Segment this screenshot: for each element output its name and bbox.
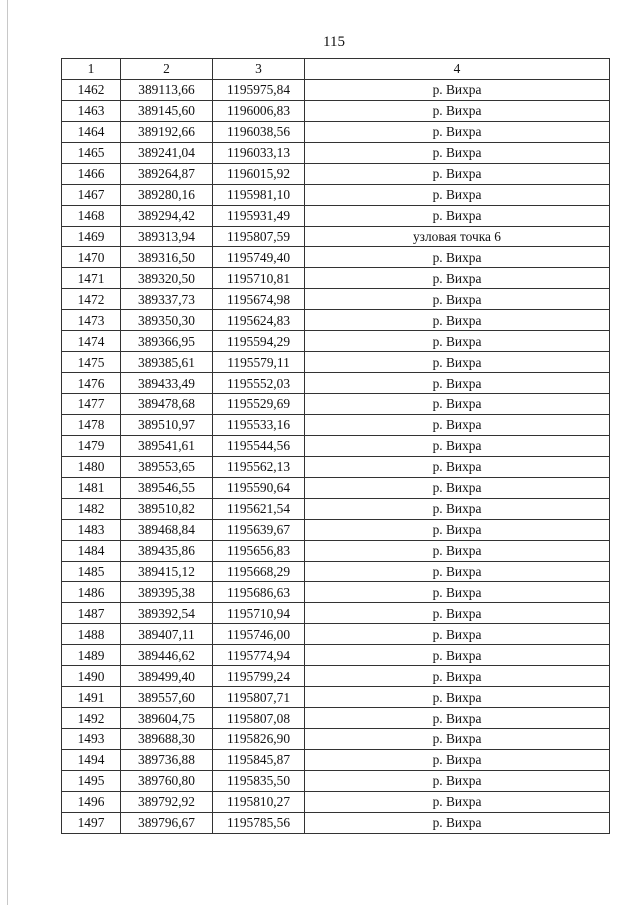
cell-description: р. Вихра	[305, 331, 610, 352]
cell-point-number: 1479	[62, 435, 121, 456]
cell-description: р. Вихра	[305, 812, 610, 833]
cell-x-coordinate: 389541,61	[121, 435, 213, 456]
cell-x-coordinate: 389350,30	[121, 310, 213, 331]
cell-y-coordinate: 1195807,59	[213, 226, 305, 247]
cell-point-number: 1478	[62, 414, 121, 435]
cell-y-coordinate: 1195544,56	[213, 435, 305, 456]
cell-x-coordinate: 389294,42	[121, 205, 213, 226]
table-row	[62, 414, 610, 435]
cell-description: р. Вихра	[305, 624, 610, 645]
cell-description: р. Вихра	[305, 791, 610, 812]
table-row	[62, 812, 610, 833]
cell-point-number: 1484	[62, 540, 121, 561]
page-number: 115	[323, 34, 345, 50]
cell-x-coordinate: 389192,66	[121, 121, 213, 142]
cell-point-number: 1492	[62, 708, 121, 729]
cell-point-number: 1471	[62, 268, 121, 289]
cell-description: р. Вихра	[305, 456, 610, 477]
cell-y-coordinate: 1195552,03	[213, 373, 305, 394]
cell-x-coordinate: 389392,54	[121, 603, 213, 624]
cell-x-coordinate: 389316,50	[121, 247, 213, 268]
cell-y-coordinate: 1195810,27	[213, 791, 305, 812]
cell-description: р. Вихра	[305, 205, 610, 226]
table-row	[62, 79, 610, 100]
cell-description: р. Вихра	[305, 666, 610, 687]
cell-x-coordinate: 389113,66	[121, 79, 213, 100]
cell-y-coordinate: 1195710,81	[213, 268, 305, 289]
cell-description: р. Вихра	[305, 100, 610, 121]
cell-description: р. Вихра	[305, 540, 610, 561]
table-row	[62, 247, 610, 268]
cell-x-coordinate: 389241,04	[121, 142, 213, 163]
table-row	[62, 749, 610, 770]
table-row	[62, 142, 610, 163]
table-row	[62, 268, 610, 289]
cell-y-coordinate: 1195533,16	[213, 414, 305, 435]
cell-y-coordinate: 1195774,94	[213, 645, 305, 666]
cell-y-coordinate: 1195579,11	[213, 352, 305, 373]
cell-description: р. Вихра	[305, 519, 610, 540]
cell-point-number: 1497	[62, 812, 121, 833]
column-header-point-number: 1	[62, 59, 121, 80]
cell-y-coordinate: 1195594,29	[213, 331, 305, 352]
cell-y-coordinate: 1195529,69	[213, 394, 305, 415]
cell-x-coordinate: 389446,62	[121, 645, 213, 666]
page-edge-line	[7, 0, 8, 905]
cell-description: р. Вихра	[305, 414, 610, 435]
cell-y-coordinate: 1195656,83	[213, 540, 305, 561]
cell-y-coordinate: 1195835,50	[213, 770, 305, 791]
table-row	[62, 666, 610, 687]
cell-description: р. Вихра	[305, 477, 610, 498]
cell-x-coordinate: 389407,11	[121, 624, 213, 645]
cell-x-coordinate: 389313,94	[121, 226, 213, 247]
cell-description: р. Вихра	[305, 435, 610, 456]
cell-description: р. Вихра	[305, 394, 610, 415]
cell-point-number: 1491	[62, 687, 121, 708]
cell-y-coordinate: 1195807,71	[213, 687, 305, 708]
cell-y-coordinate: 1195562,13	[213, 456, 305, 477]
table-row	[62, 352, 610, 373]
cell-y-coordinate: 1195624,83	[213, 310, 305, 331]
table-row	[62, 373, 610, 394]
table-row	[62, 603, 610, 624]
cell-point-number: 1474	[62, 331, 121, 352]
cell-y-coordinate: 1196038,56	[213, 121, 305, 142]
table-row	[62, 540, 610, 561]
cell-point-number: 1467	[62, 184, 121, 205]
cell-y-coordinate: 1195975,84	[213, 79, 305, 100]
table-row	[62, 226, 610, 247]
cell-point-number: 1472	[62, 289, 121, 310]
cell-y-coordinate: 1195621,54	[213, 498, 305, 519]
cell-point-number: 1489	[62, 645, 121, 666]
column-header-description: 4	[305, 59, 610, 80]
cell-y-coordinate: 1196006,83	[213, 100, 305, 121]
cell-description: р. Вихра	[305, 645, 610, 666]
cell-point-number: 1496	[62, 791, 121, 812]
cell-y-coordinate: 1195807,08	[213, 708, 305, 729]
cell-description: р. Вихра	[305, 603, 610, 624]
table-row	[62, 121, 610, 142]
cell-description: р. Вихра	[305, 289, 610, 310]
cell-description: р. Вихра	[305, 79, 610, 100]
cell-x-coordinate: 389433,49	[121, 373, 213, 394]
table-row	[62, 498, 610, 519]
table-row	[62, 205, 610, 226]
cell-point-number: 1464	[62, 121, 121, 142]
cell-y-coordinate: 1195590,64	[213, 477, 305, 498]
cell-point-number: 1468	[62, 205, 121, 226]
cell-point-number: 1465	[62, 142, 121, 163]
cell-x-coordinate: 389510,97	[121, 414, 213, 435]
cell-y-coordinate: 1195845,87	[213, 749, 305, 770]
table-row	[62, 289, 610, 310]
cell-y-coordinate: 1195749,40	[213, 247, 305, 268]
table-body	[62, 79, 610, 833]
cell-x-coordinate: 389395,38	[121, 582, 213, 603]
cell-point-number: 1488	[62, 624, 121, 645]
cell-point-number: 1495	[62, 770, 121, 791]
cell-description: р. Вихра	[305, 247, 610, 268]
column-header-y-coordinate: 3	[213, 59, 305, 80]
cell-point-number: 1486	[62, 582, 121, 603]
cell-y-coordinate: 1196033,13	[213, 142, 305, 163]
table-row	[62, 394, 610, 415]
cell-description: р. Вихра	[305, 561, 610, 582]
cell-y-coordinate: 1195674,98	[213, 289, 305, 310]
cell-x-coordinate: 389796,67	[121, 812, 213, 833]
cell-point-number: 1481	[62, 477, 121, 498]
cell-y-coordinate: 1195746,00	[213, 624, 305, 645]
cell-x-coordinate: 389145,60	[121, 100, 213, 121]
cell-point-number: 1487	[62, 603, 121, 624]
cell-point-number: 1485	[62, 561, 121, 582]
cell-description: р. Вихра	[305, 498, 610, 519]
table-row	[62, 519, 610, 540]
table-row	[62, 184, 610, 205]
cell-x-coordinate: 389468,84	[121, 519, 213, 540]
cell-x-coordinate: 389736,88	[121, 749, 213, 770]
table-row	[62, 729, 610, 750]
column-header-x-coordinate: 2	[121, 59, 213, 80]
cell-description: р. Вихра	[305, 749, 610, 770]
cell-y-coordinate: 1195931,49	[213, 205, 305, 226]
cell-description: р. Вихра	[305, 729, 610, 750]
cell-description: узловая точка 6	[305, 226, 610, 247]
cell-x-coordinate: 389415,12	[121, 561, 213, 582]
cell-point-number: 1483	[62, 519, 121, 540]
table-row	[62, 456, 610, 477]
table-row	[62, 624, 610, 645]
cell-point-number: 1463	[62, 100, 121, 121]
cell-x-coordinate: 389435,86	[121, 540, 213, 561]
cell-point-number: 1470	[62, 247, 121, 268]
cell-x-coordinate: 389499,40	[121, 666, 213, 687]
table-row	[62, 645, 610, 666]
cell-y-coordinate: 1195785,56	[213, 812, 305, 833]
cell-y-coordinate: 1195668,29	[213, 561, 305, 582]
cell-point-number: 1493	[62, 729, 121, 750]
table-row	[62, 561, 610, 582]
table-header-row	[62, 59, 610, 80]
table-row	[62, 100, 610, 121]
cell-description: р. Вихра	[305, 352, 610, 373]
cell-y-coordinate: 1195686,63	[213, 582, 305, 603]
cell-point-number: 1469	[62, 226, 121, 247]
cell-point-number: 1475	[62, 352, 121, 373]
cell-point-number: 1482	[62, 498, 121, 519]
cell-description: р. Вихра	[305, 268, 610, 289]
cell-description: р. Вихра	[305, 582, 610, 603]
table-row	[62, 435, 610, 456]
cell-description: р. Вихра	[305, 708, 610, 729]
cell-x-coordinate: 389478,68	[121, 394, 213, 415]
table-row	[62, 331, 610, 352]
cell-point-number: 1490	[62, 666, 121, 687]
cell-description: р. Вихра	[305, 121, 610, 142]
coordinates-table	[61, 58, 610, 834]
table-row	[62, 310, 610, 331]
table-row	[62, 708, 610, 729]
table-row	[62, 477, 610, 498]
cell-description: р. Вихра	[305, 310, 610, 331]
cell-description: р. Вихра	[305, 184, 610, 205]
cell-description: р. Вихра	[305, 687, 610, 708]
cell-x-coordinate: 389385,61	[121, 352, 213, 373]
cell-y-coordinate: 1195826,90	[213, 729, 305, 750]
cell-y-coordinate: 1195981,10	[213, 184, 305, 205]
cell-point-number: 1473	[62, 310, 121, 331]
cell-point-number: 1466	[62, 163, 121, 184]
cell-point-number: 1462	[62, 79, 121, 100]
table-row	[62, 687, 610, 708]
cell-x-coordinate: 389320,50	[121, 268, 213, 289]
cell-description: р. Вихра	[305, 373, 610, 394]
cell-x-coordinate: 389510,82	[121, 498, 213, 519]
cell-x-coordinate: 389546,55	[121, 477, 213, 498]
cell-description: р. Вихра	[305, 770, 610, 791]
cell-y-coordinate: 1196015,92	[213, 163, 305, 184]
cell-x-coordinate: 389280,16	[121, 184, 213, 205]
cell-x-coordinate: 389553,65	[121, 456, 213, 477]
table-row	[62, 770, 610, 791]
cell-point-number: 1477	[62, 394, 121, 415]
cell-x-coordinate: 389366,95	[121, 331, 213, 352]
cell-description: р. Вихра	[305, 163, 610, 184]
cell-x-coordinate: 389688,30	[121, 729, 213, 750]
table-row	[62, 791, 610, 812]
cell-point-number: 1480	[62, 456, 121, 477]
cell-point-number: 1494	[62, 749, 121, 770]
cell-y-coordinate: 1195710,94	[213, 603, 305, 624]
table-row	[62, 582, 610, 603]
cell-y-coordinate: 1195799,24	[213, 666, 305, 687]
cell-description: р. Вихра	[305, 142, 610, 163]
cell-point-number: 1476	[62, 373, 121, 394]
cell-x-coordinate: 389792,92	[121, 791, 213, 812]
table-row	[62, 163, 610, 184]
cell-x-coordinate: 389760,80	[121, 770, 213, 791]
cell-y-coordinate: 1195639,67	[213, 519, 305, 540]
cell-x-coordinate: 389337,73	[121, 289, 213, 310]
cell-x-coordinate: 389604,75	[121, 708, 213, 729]
cell-x-coordinate: 389557,60	[121, 687, 213, 708]
cell-x-coordinate: 389264,87	[121, 163, 213, 184]
